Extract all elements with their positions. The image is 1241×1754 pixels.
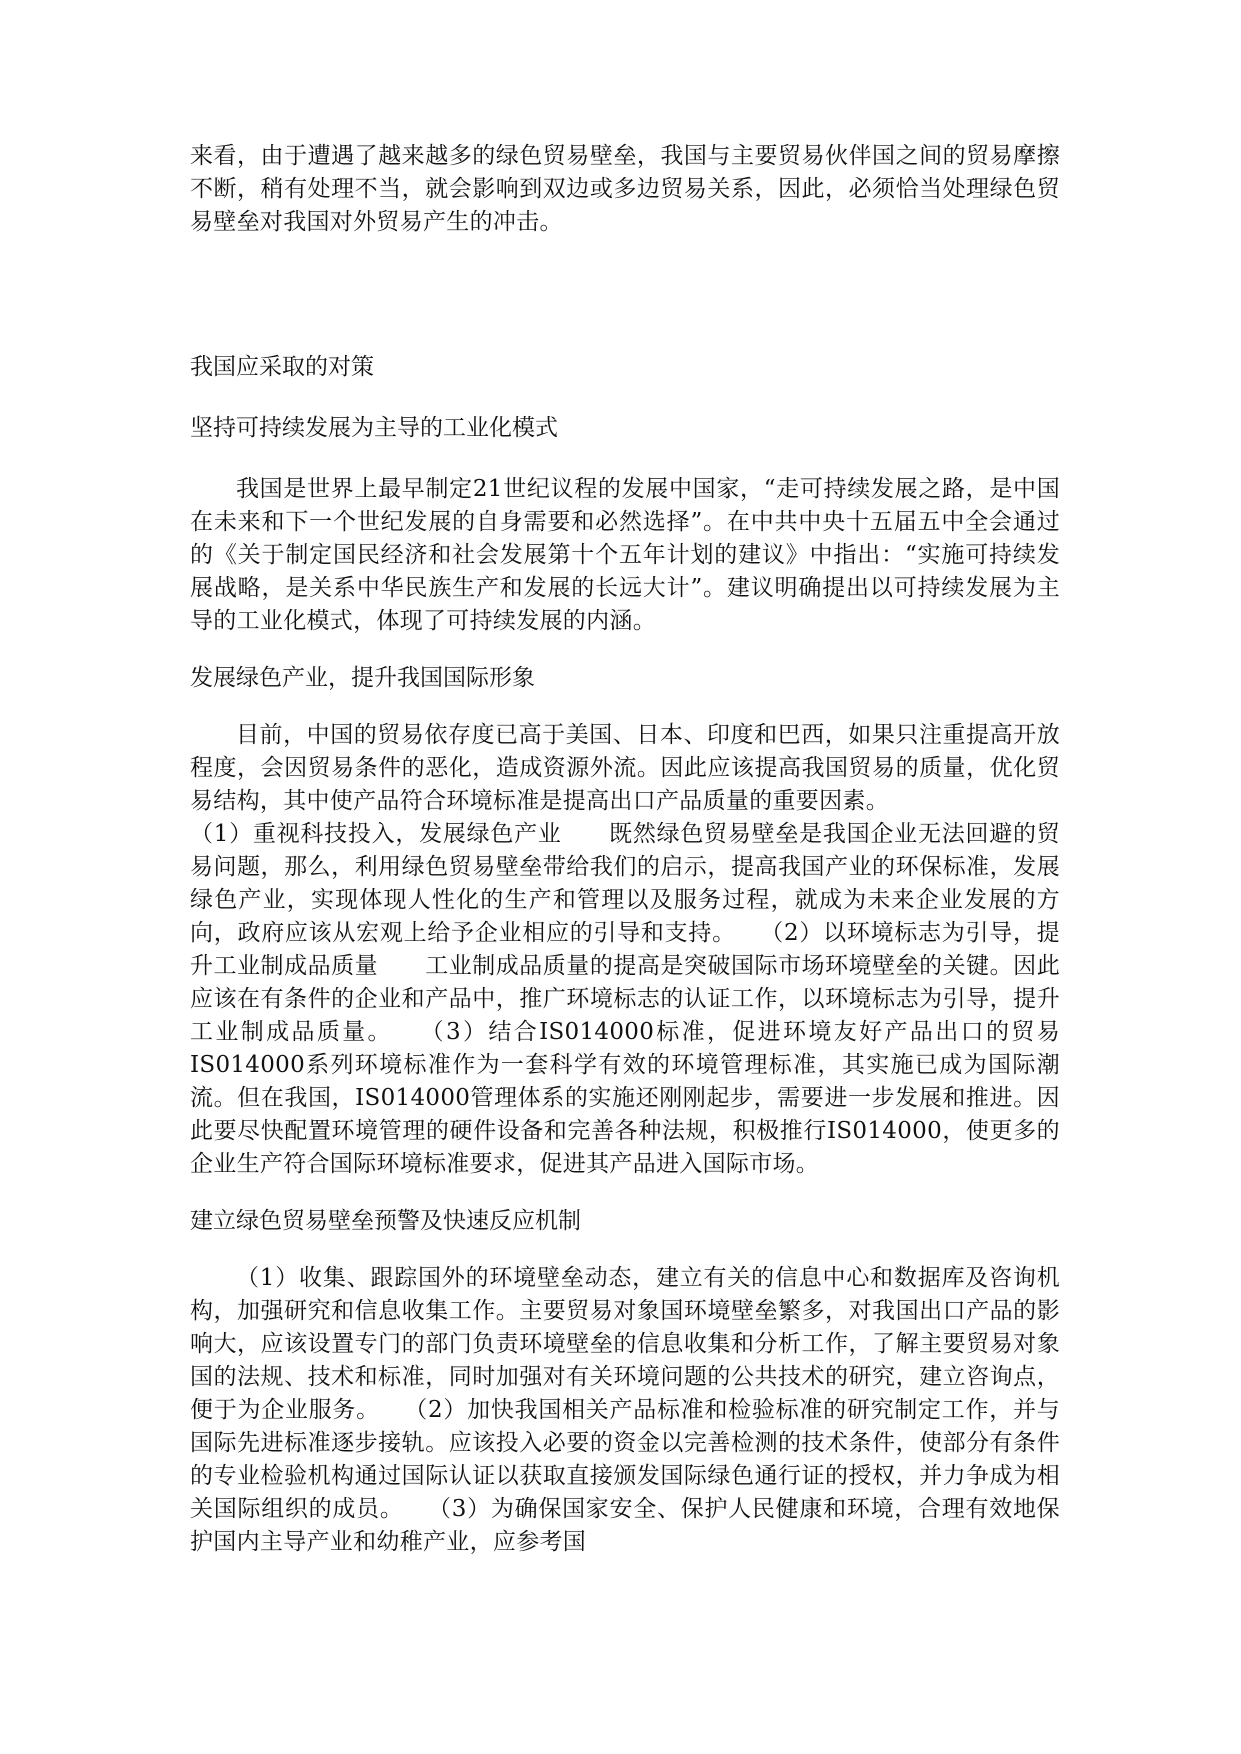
spacer xyxy=(190,638,1060,662)
subheading-early-warning: 建立绿色贸易壁垒预警及快速反应机制 xyxy=(190,1208,581,1234)
paragraph-sustainable-development: 我国是世界上最早制定21世纪议程的发展中国家，“走可持续发展之路，是中国在未来和下一个世纪发展的自身需要和必然选择”。在中共中央十五届五中全会通过的《关于制定国民经济和社会发展第十个五年计划的建议》中指出：“实施可持续发展战略，是关系中华民族生产和发展的长远大计”。建议明确提出以可持续发展为主导的工业化模式，体现了可持续发展的内涵。 xyxy=(190,476,1060,634)
subheading-green-industry: 发展绿色产业，提升我国国际形象 xyxy=(190,665,535,691)
paragraph-early-warning-measures: （1）收集、跟踪国外的环境壁垒动态，建立有关的信息中心和数据库及咨询机构，加强研究和信息收集工作。主要贸易对象国环境壁垒繁多，对我国出口产品的影响大，应该设置专门的部门负责环境壁垒的信息收集和分析工作，了解主要贸易对象国的法规、技术和标准，同时加强对有关环境问题的公共技术的研究，建立咨询点，便于为企业服务。 （2）加快我国相关产品标准和检验标准的研究制定工作，并与国际先进标准逐步接轨。应该投入必要的资金以完善检测的技术条件，使部分有条件的专业检验机构通过国际认证以获取直接颁发国际绿色通行证的授权，并力争成为相关国际组织的成员。 （3）为确保国家安全、保护人民健康和环境，合理有效地保护国内主导产业和幼稚产业，应参考国 xyxy=(190,1265,1060,1555)
paragraph-intro: 来看，由于遭遇了越来越多的绿色贸易壁垒，我国与主要贸易伙伴国之间的贸易摩擦不断，稍有处理不当，就会影响到双边或多边贸易关系，因此，必须恰当处理绿色贸易壁垒对我国对外贸易产生的冲击。 xyxy=(190,143,1060,235)
subheading-sustainable-industrialization: 坚持可持续发展为主导的工业化模式 xyxy=(190,415,558,441)
spacer xyxy=(190,695,1060,719)
spacer xyxy=(190,445,1060,473)
paragraph-trade-dependence: 目前，中国的贸易依存度已高于美国、日本、印度和巴西，如果只注重提高开放程度，会因贸易条件的恶化，造成资源外流。因此应该提高我国贸易的质量，优化贸易结构，其中使产品符合环境标准是提高出口产品质量的重要因素。 xyxy=(190,722,1060,814)
section-heading-countermeasures: 我国应采取的对策 xyxy=(190,354,374,380)
paragraph-green-industry-measures: （1）重视科技投入，发展绿色产业 既然绿色贸易壁垒是我国企业无法回避的贸易问题，那么，利用绿色贸易壁垒带给我们的启示，提高我国产业的环保标准，发展绿色产业，实现体现人性化的生产和管理以及服务过程，就成为未来企业发展的方向，政府应该从宏观上给予企业相应的引导和支持。 （2）以环境标志为引导，提升工业制成品质量 工业制成品质量的提高是突破国际市场环境壁垒的关键。因此应该在有条件的企业和产品中，推广环境标志的认证工作，以环境标志为引导，提升工业制成品质量。 （3）结合IS014000标准，促进环境友好产品出口的贸易 IS014000系列环境标准作为一套科学有效的环境管理标准，其实施已成为国际潮流。但在我国，IS014000管理体系的实施还刚刚起步，需要进一步发展和推进。因此要尽快配置环境管理的硬件设备和完善各种法规，积极推行IS014000，使更多的企业生产符合国际环境标准要求，促进其产品进入国际市场。 xyxy=(190,821,1107,1177)
spacer xyxy=(190,239,1060,351)
spacer xyxy=(190,384,1060,412)
spacer xyxy=(190,1238,1060,1262)
spacer xyxy=(190,1181,1060,1205)
document-body xyxy=(190,140,1107,1559)
